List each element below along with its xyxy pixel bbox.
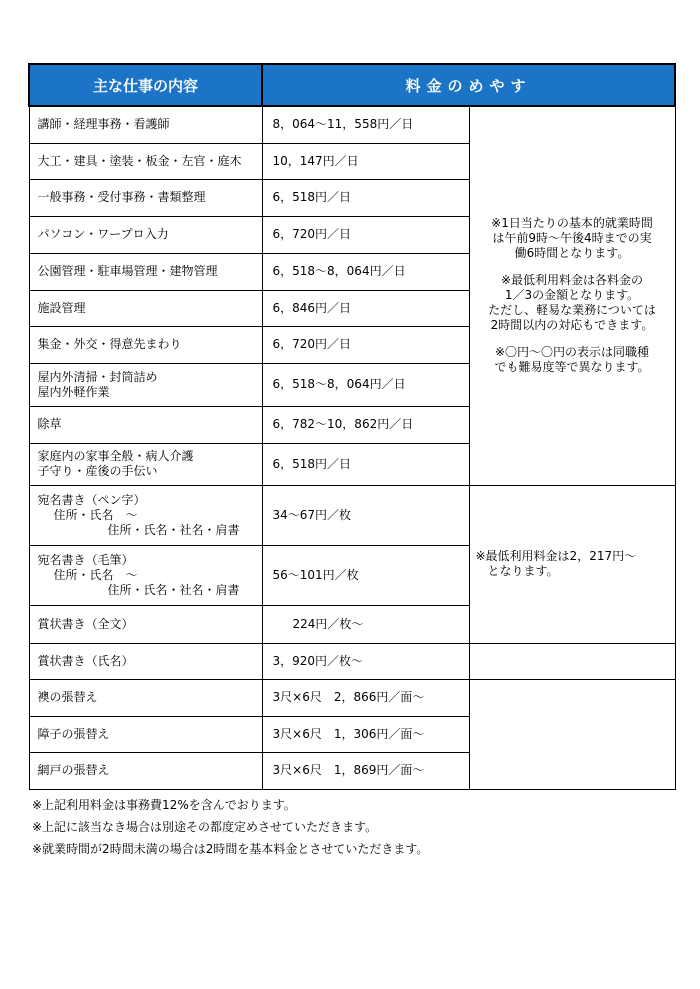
fee-cell: 6，518〜8，064円／日 xyxy=(262,253,469,290)
note-working-hours: ※1日当たりの基本的就業時間 は午前9時〜午後4時までの実 働6時間となります。 xyxy=(491,216,653,261)
note-minimum-fee-writing: ※最低利用料金は2，217円〜 となります。 xyxy=(475,549,637,578)
fee-cell: 224円／枚〜 xyxy=(262,605,469,643)
note-cell-general xyxy=(469,106,675,485)
fee-cell: 56〜101円／枚 xyxy=(262,545,469,605)
fee-cell: 34〜67円／枚 xyxy=(262,485,469,545)
job-cell: 襖の張替え xyxy=(29,679,262,716)
job-cell: 宛名書き（毛筆） 住所・氏名 〜 住所・氏名・社名・肩書 xyxy=(29,545,262,605)
table-row xyxy=(29,485,675,545)
job-cell: 集金・外交・得意先まわり xyxy=(29,326,262,363)
table-row xyxy=(29,679,675,716)
job-cell: 網戸の張替え xyxy=(29,752,262,789)
job-cell: 一般事務・受付事務・書類整理 xyxy=(29,179,262,216)
note-cell-empty xyxy=(469,679,675,789)
table-row xyxy=(29,643,675,679)
job-cell: 宛名書き（ペン字） 住所・氏名 〜 住所・氏名・社名・肩書 xyxy=(29,485,262,545)
note-minimum-fee: ※最低利用料金は各料金の 1／3の金額となります。 ただし、軽易な業務については 2時間以内の対応もできます。 xyxy=(488,273,656,333)
fee-cell: 3尺×6尺 2，866円／面〜 xyxy=(262,679,469,716)
fee-cell: 10，147円／日 xyxy=(262,143,469,179)
fee-cell: 6，720円／日 xyxy=(262,216,469,253)
fee-cell: 6，518円／日 xyxy=(262,443,469,485)
fee-cell: 3尺×6尺 1，869円／面〜 xyxy=(262,752,469,789)
fee-column-header: 料金のめやす xyxy=(262,64,675,106)
table-header-row xyxy=(29,64,675,106)
job-cell: 賞状書き（氏名） xyxy=(29,643,262,679)
fee-cell: 6，518〜8，064円／日 xyxy=(262,363,469,406)
note-cell-address-writing xyxy=(469,485,675,643)
job-cell: 公園管理・駐車場管理・建物管理 xyxy=(29,253,262,290)
fee-table xyxy=(28,63,676,790)
fee-cell: 6，846円／日 xyxy=(262,290,469,326)
job-column-header: 主な仕事の内容 xyxy=(29,64,262,106)
fee-cell: 8，064〜11，558円／日 xyxy=(262,106,469,143)
footnote-admin-fee: ※上記利用料金は事務費12%を含んでおります。 xyxy=(32,798,296,812)
fee-cell: 6，782〜10，862円／日 xyxy=(262,406,469,443)
footnote-other-cases: ※上記に該当なき場合は別途その都度定めさせていただきます。 xyxy=(32,820,378,834)
fee-cell: 6，720円／日 xyxy=(262,326,469,363)
footnotes xyxy=(32,794,428,860)
job-cell: 除草 xyxy=(29,406,262,443)
footnote-minimum-hours: ※就業時間が2時間未満の場合は2時間を基本料金とさせていただきます。 xyxy=(32,842,429,856)
job-cell: パソコン・ワープロ入力 xyxy=(29,216,262,253)
table-row xyxy=(29,106,675,143)
job-cell: 施設管理 xyxy=(29,290,262,326)
note-price-range: ※〇円〜〇円の表示は同職種 でも難易度等で異なります。 xyxy=(494,345,650,375)
job-cell: 屋内外清掃・封筒詰め 屋内外軽作業 xyxy=(29,363,262,406)
job-cell: 講師・経理事務・看護師 xyxy=(29,106,262,143)
job-cell: 家庭内の家事全般・病人介護 子守り・産後の手伝い xyxy=(29,443,262,485)
job-cell: 賞状書き（全文） xyxy=(29,605,262,643)
fee-cell: 3尺×6尺 1，306円／面〜 xyxy=(262,716,469,752)
job-cell: 大工・建具・塗装・板金・左官・庭木 xyxy=(29,143,262,179)
job-cell: 障子の張替え xyxy=(29,716,262,752)
fee-cell: 3，920円／枚〜 xyxy=(262,643,469,679)
fee-cell: 6，518円／日 xyxy=(262,179,469,216)
note-cell-empty xyxy=(469,643,675,679)
